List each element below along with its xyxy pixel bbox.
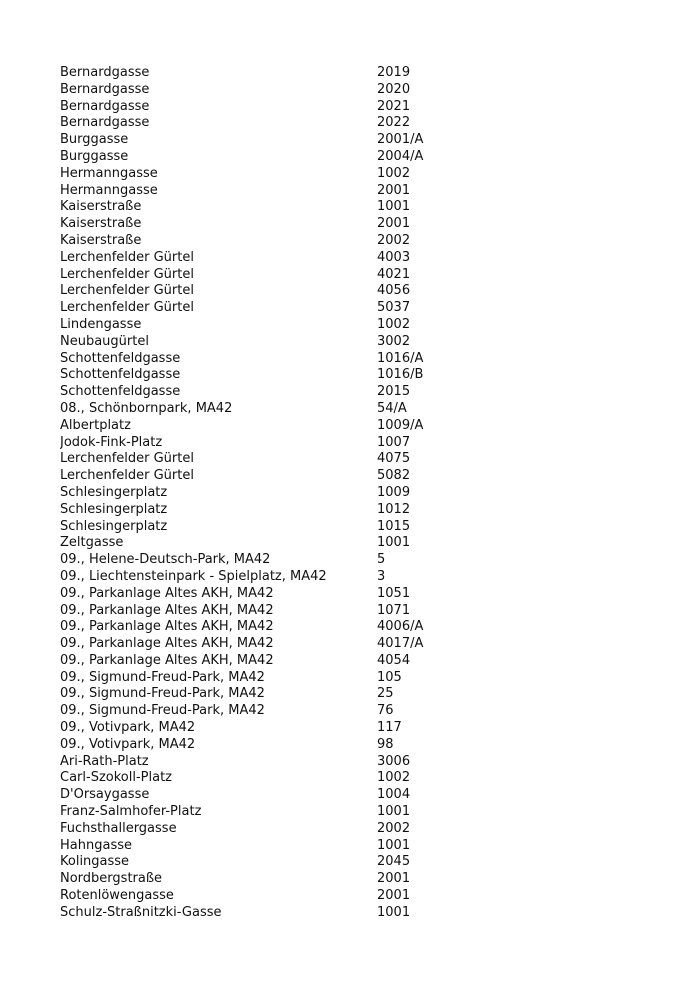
street-name: 09., Parkanlage Altes AKH, MA42 <box>60 636 274 652</box>
street-name: Neubaugürtel <box>60 333 149 349</box>
location-number: 1002 <box>377 165 411 181</box>
list-row <box>60 552 660 569</box>
location-number: 1007 <box>377 434 411 450</box>
location-number: 1051 <box>377 585 411 601</box>
list-row <box>60 267 660 284</box>
location-number: 4017/A <box>377 636 424 652</box>
location-number: 1016/B <box>377 367 424 383</box>
location-number: 1001 <box>377 904 411 920</box>
list-row <box>60 149 660 166</box>
list-row <box>60 787 660 804</box>
list-row <box>60 569 660 586</box>
street-name: Kaiserstraße <box>60 232 142 248</box>
street-name: Schlesingerplatz <box>60 518 168 534</box>
list-row <box>60 519 660 536</box>
list-row <box>60 99 660 116</box>
street-name: Lerchenfelder Gürtel <box>60 249 194 265</box>
location-number: 2020 <box>377 81 411 97</box>
list-row <box>60 199 660 216</box>
street-name: Lindengasse <box>60 316 142 332</box>
street-name: Lerchenfelder Gürtel <box>60 266 194 282</box>
street-name: 09., Parkanlage Altes AKH, MA42 <box>60 652 274 668</box>
list-row <box>60 317 660 334</box>
location-number: 2045 <box>377 854 411 870</box>
street-number-list <box>60 65 660 922</box>
list-row <box>60 82 660 99</box>
location-number: 2001 <box>377 871 411 887</box>
location-number: 76 <box>377 703 394 719</box>
list-row <box>60 703 660 720</box>
location-number: 1002 <box>377 316 411 332</box>
list-row <box>60 619 660 636</box>
street-name: 09., Parkanlage Altes AKH, MA42 <box>60 585 274 601</box>
street-name: Bernardgasse <box>60 98 150 114</box>
list-row <box>60 283 660 300</box>
street-name: Schottenfeldgasse <box>60 384 181 400</box>
list-row <box>60 636 660 653</box>
street-name: Fuchsthallergasse <box>60 820 177 836</box>
location-number: 4021 <box>377 266 411 282</box>
street-name: 09., Votivpark, MA42 <box>60 736 196 752</box>
list-row <box>60 905 660 922</box>
list-row <box>60 216 660 233</box>
list-row <box>60 535 660 552</box>
street-name: Jodok-Fink-Platz <box>60 434 163 450</box>
street-name: Schottenfeldgasse <box>60 367 181 383</box>
location-number: 4075 <box>377 451 411 467</box>
location-number: 25 <box>377 686 394 702</box>
list-row <box>60 871 660 888</box>
location-number: 4054 <box>377 652 411 668</box>
list-row <box>60 821 660 838</box>
location-number: 1016/A <box>377 350 424 366</box>
street-name: Nordbergstraße <box>60 871 163 887</box>
list-row <box>60 770 660 787</box>
list-row <box>60 250 660 267</box>
street-name: 09., Sigmund-Freud-Park, MA42 <box>60 686 265 702</box>
street-name: Rotenlöwengasse <box>60 888 174 904</box>
street-name: 09., Sigmund-Freud-Park, MA42 <box>60 669 265 685</box>
list-row <box>60 132 660 149</box>
street-name: Kaiserstraße <box>60 216 142 232</box>
street-name: 09., Helene-Deutsch-Park, MA42 <box>60 552 271 568</box>
list-row <box>60 166 660 183</box>
location-number: 2002 <box>377 820 411 836</box>
location-number: 117 <box>377 720 402 736</box>
street-name: Kolingasse <box>60 854 130 870</box>
location-number: 5037 <box>377 300 411 316</box>
location-number: 2022 <box>377 115 411 131</box>
list-row <box>60 115 660 132</box>
location-number: 4003 <box>377 249 411 265</box>
location-number: 2004/A <box>377 148 424 164</box>
street-name: Hahngasse <box>60 837 132 853</box>
location-number: 1012 <box>377 501 411 517</box>
list-row <box>60 754 660 771</box>
location-number: 54/A <box>377 400 407 416</box>
street-name: Schlesingerplatz <box>60 501 168 517</box>
location-number: 4006/A <box>377 619 424 635</box>
list-row <box>60 804 660 821</box>
street-name: 09., Liechtensteinpark - Spielplatz, MA42 <box>60 568 327 584</box>
list-row <box>60 418 660 435</box>
street-name: Hermanngasse <box>60 165 158 181</box>
location-number: 3 <box>377 568 386 584</box>
location-number: 1002 <box>377 770 411 786</box>
street-name: 09., Parkanlage Altes AKH, MA42 <box>60 619 274 635</box>
location-number: 3002 <box>377 333 411 349</box>
location-number: 1009/A <box>377 417 424 433</box>
list-row <box>60 65 660 82</box>
list-row <box>60 384 660 401</box>
list-row <box>60 233 660 250</box>
location-number: 2002 <box>377 232 411 248</box>
list-row <box>60 888 660 905</box>
street-name: Bernardgasse <box>60 115 150 131</box>
location-number: 5082 <box>377 468 411 484</box>
location-number: 2001 <box>377 888 411 904</box>
street-name: Kaiserstraße <box>60 199 142 215</box>
street-name: Ari-Rath-Platz <box>60 753 149 769</box>
list-row <box>60 653 660 670</box>
list-row <box>60 586 660 603</box>
list-row <box>60 854 660 871</box>
list-row <box>60 737 660 754</box>
street-name: Schulz-Straßnitzki-Gasse <box>60 904 222 920</box>
location-number: 1009 <box>377 484 411 500</box>
list-row <box>60 451 660 468</box>
location-number: 1001 <box>377 199 411 215</box>
list-row <box>60 351 660 368</box>
list-row <box>60 670 660 687</box>
street-name: Lerchenfelder Gürtel <box>60 283 194 299</box>
street-name: Burggasse <box>60 148 129 164</box>
location-number: 5 <box>377 552 386 568</box>
street-name: 09., Votivpark, MA42 <box>60 720 196 736</box>
list-row <box>60 334 660 351</box>
location-number: 1071 <box>377 602 411 618</box>
street-name: Franz-Salmhofer-Platz <box>60 804 202 820</box>
list-row <box>60 435 660 452</box>
list-row <box>60 686 660 703</box>
list-row <box>60 401 660 418</box>
location-number: 2001/A <box>377 132 424 148</box>
street-name: Bernardgasse <box>60 65 150 80</box>
list-row <box>60 502 660 519</box>
location-number: 2001 <box>377 216 411 232</box>
list-row <box>60 838 660 855</box>
list-row <box>60 603 660 620</box>
list-row <box>60 300 660 317</box>
list-row <box>60 468 660 485</box>
location-number: 1004 <box>377 787 411 803</box>
list-row <box>60 485 660 502</box>
street-name: Lerchenfelder Gürtel <box>60 468 194 484</box>
location-number: 3006 <box>377 753 411 769</box>
location-number: 1015 <box>377 518 411 534</box>
street-name: Schlesingerplatz <box>60 484 168 500</box>
street-name: Lerchenfelder Gürtel <box>60 451 194 467</box>
location-number: 105 <box>377 669 402 685</box>
street-name: Bernardgasse <box>60 81 150 97</box>
list-row <box>60 367 660 384</box>
street-name: Hermanngasse <box>60 182 158 198</box>
list-row <box>60 183 660 200</box>
street-name: 09., Sigmund-Freud-Park, MA42 <box>60 703 265 719</box>
location-number: 1001 <box>377 837 411 853</box>
location-number: 4056 <box>377 283 411 299</box>
street-name: D'Orsaygasse <box>60 787 150 803</box>
street-name: Schottenfeldgasse <box>60 350 181 366</box>
location-number: 2015 <box>377 384 411 400</box>
location-number: 98 <box>377 736 394 752</box>
street-name: Burggasse <box>60 132 129 148</box>
location-number: 1001 <box>377 804 411 820</box>
street-name: 08., Schönbornpark, MA42 <box>60 400 233 416</box>
street-name: Lerchenfelder Gürtel <box>60 300 194 316</box>
location-number: 2021 <box>377 98 411 114</box>
street-name: Zeltgasse <box>60 535 124 551</box>
location-number: 2019 <box>377 65 411 80</box>
location-number: 2001 <box>377 182 411 198</box>
street-name: Carl-Szokoll-Platz <box>60 770 172 786</box>
street-name: Albertplatz <box>60 417 131 433</box>
location-number: 1001 <box>377 535 411 551</box>
list-row <box>60 720 660 737</box>
street-name: 09., Parkanlage Altes AKH, MA42 <box>60 602 274 618</box>
